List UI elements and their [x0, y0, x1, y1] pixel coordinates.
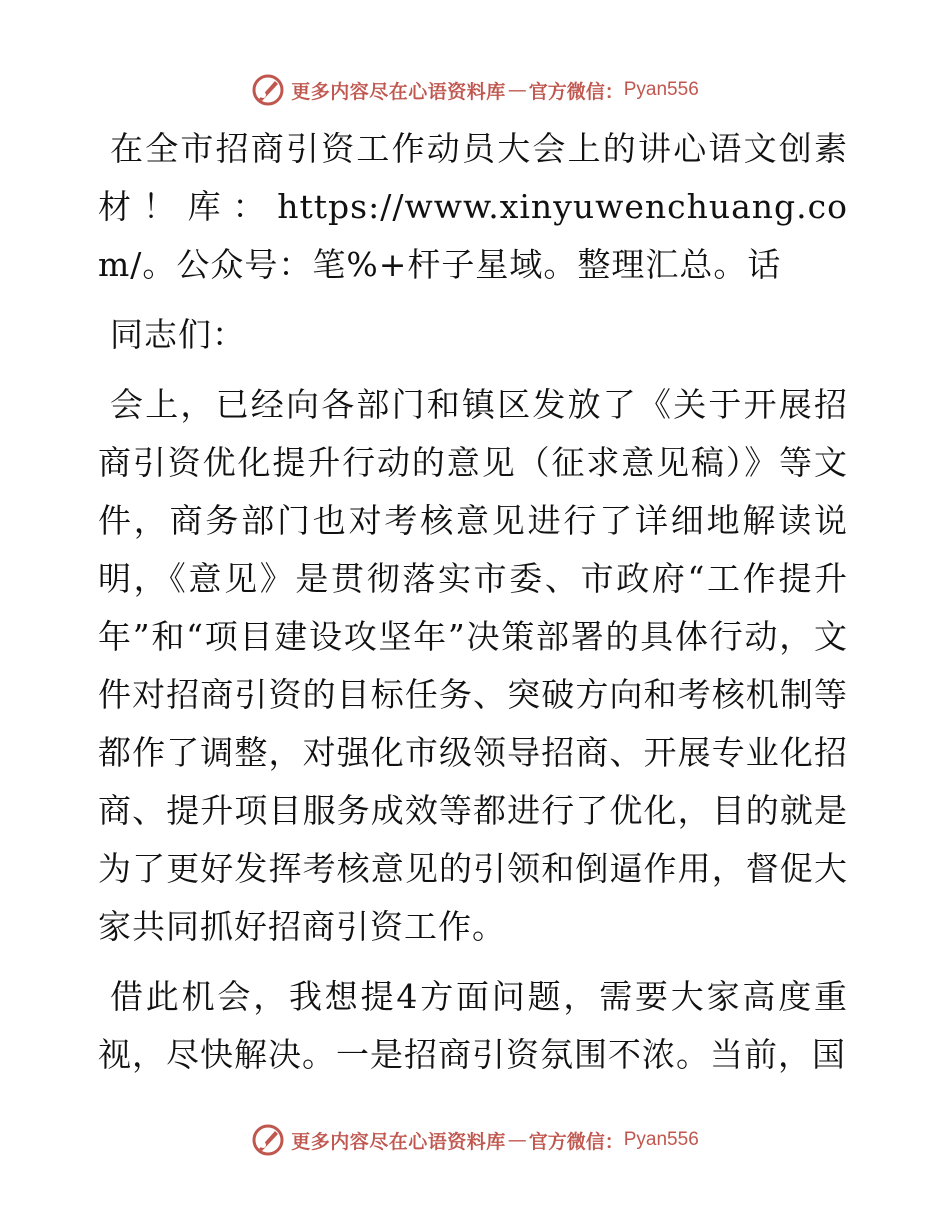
watermark-contact-label: 官方微信： — [528, 80, 624, 103]
watermark-dash: — — [507, 1129, 527, 1151]
header-watermark — [0, 70, 950, 110]
document-title-paragraph: 在全市招商引资工作动员大会上的讲心语文创素材！库：https://www.xinyuwenchuang.com/。公众号：笔%+杆子星域。整理汇总。话 — [98, 129, 848, 284]
salutation-paragraph: 同志们： — [110, 315, 246, 354]
watermark-text: 更多内容尽在心语资料库 — [291, 1130, 506, 1153]
quill-logo-icon — [251, 73, 285, 107]
watermark-contact-label: 官方微信： — [528, 1130, 624, 1153]
quill-logo-icon — [251, 1123, 285, 1157]
watermark-contact-id: Pyan556 — [623, 1129, 699, 1150]
watermark-contact-id: Pyan556 — [623, 79, 699, 100]
watermark-dash: — — [507, 79, 527, 101]
watermark-text: 更多内容尽在心语资料库 — [291, 80, 506, 103]
footer-watermark — [0, 1120, 950, 1160]
document-body — [98, 120, 848, 1096]
body-paragraph: 会上，已经向各部门和镇区发放了《关于开展招商引资优化提升行动的意见（征求意见稿）》等文件，商务部门也对考核意见进行了详细地解读说明，《意见》是贯彻落实市委、市政府“工作提升年”和“项目建设攻坚年”决策部署的具体行动，文件对招商引资的目标任务、突破方向和考核机制等都作了调整，对强化市级领导招商、开展专业化招商、提升项目服务成效等都进行了优化，目的就是为了更好发挥考核意见的引领和倒逼作用，督促大家共同抓好招商引资工作。 — [98, 385, 848, 946]
body-paragraph: 借此机会，我想提4方面问题，需要大家高度重视，尽快解决。一是招商引资氛围不浓。当前，国 — [98, 977, 848, 1074]
